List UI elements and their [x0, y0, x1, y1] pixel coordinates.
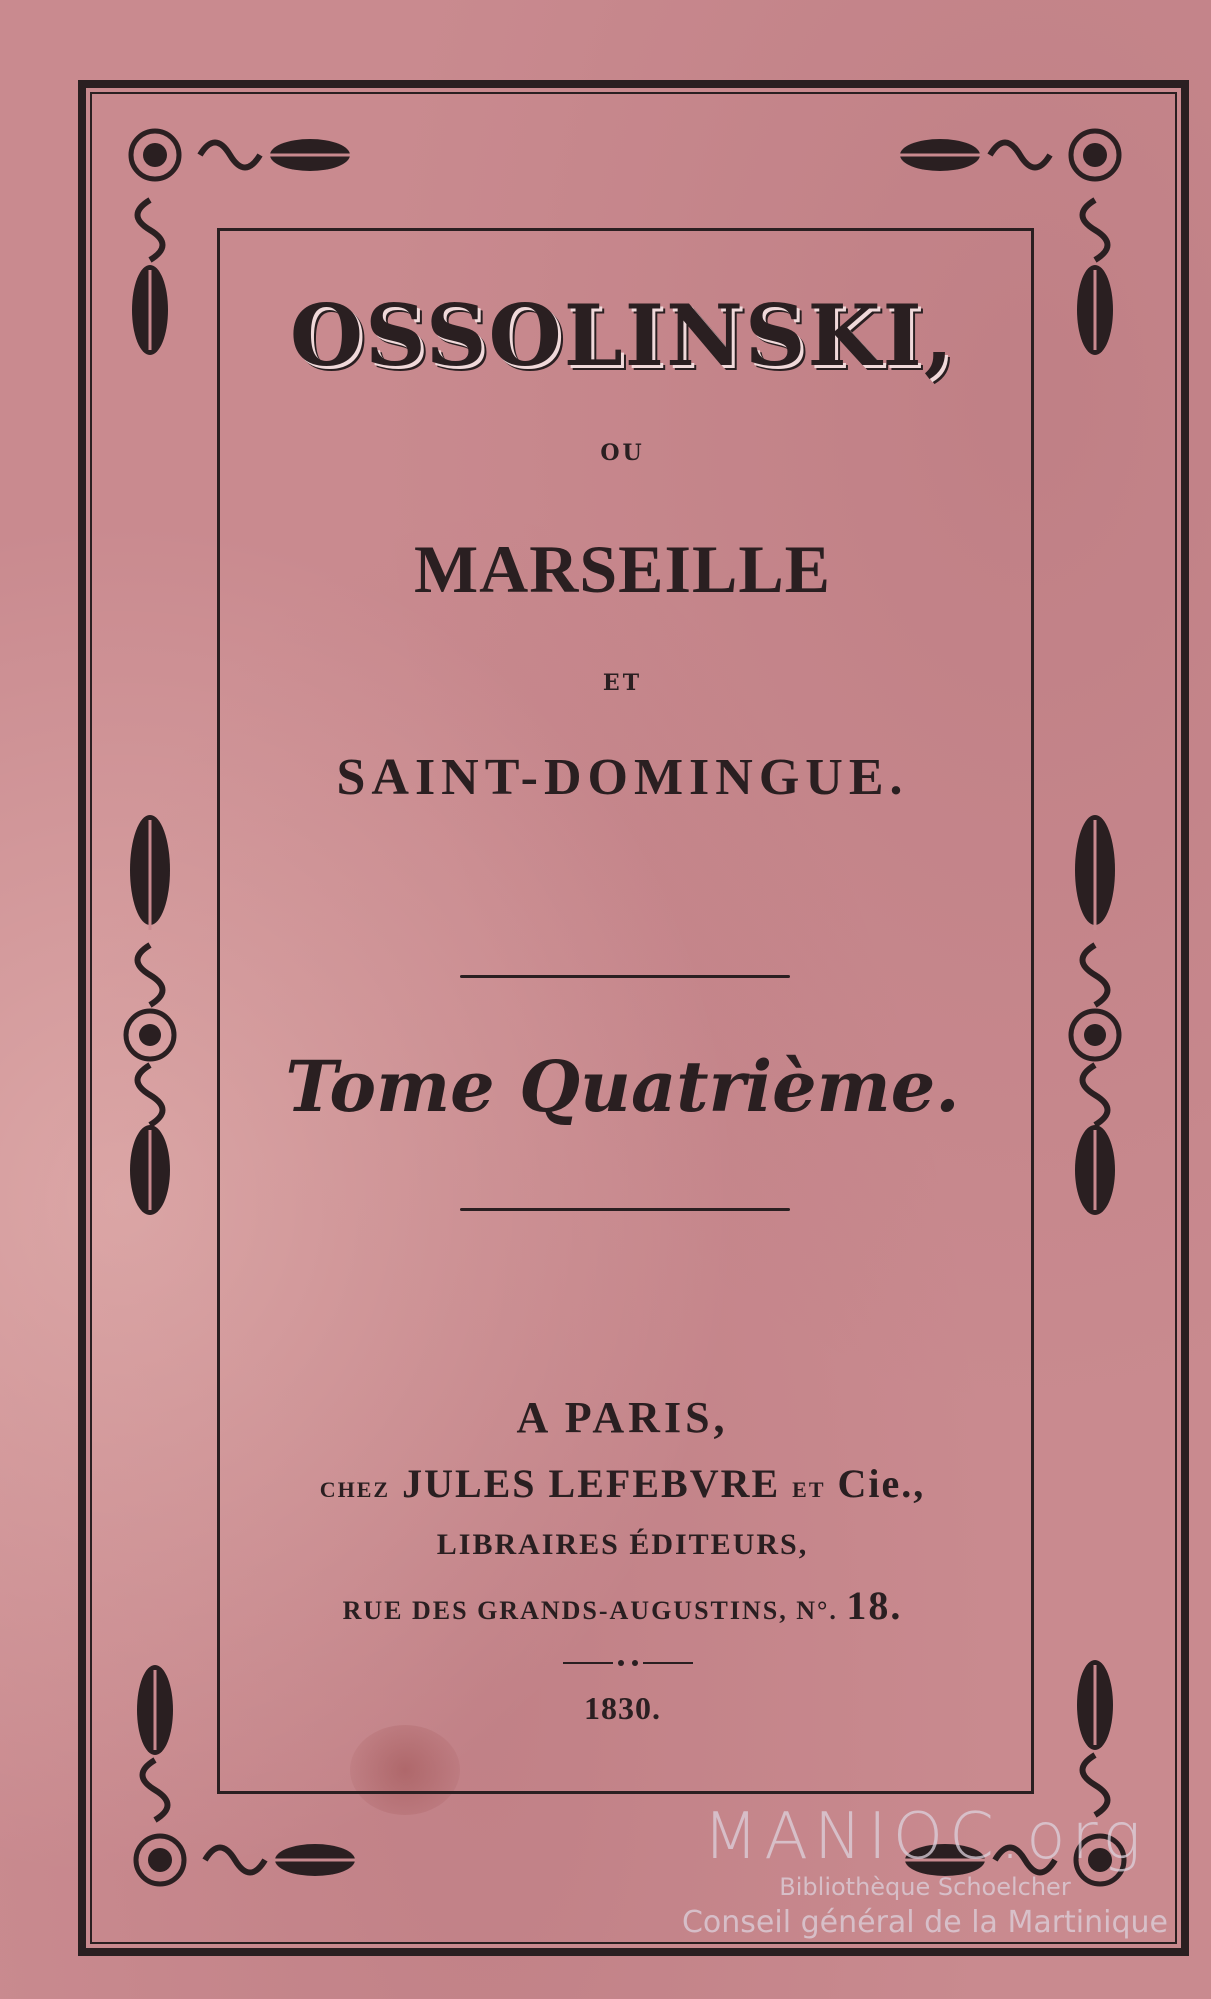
ornament-bottom-left-horizontal-icon — [125, 1830, 365, 1890]
imprint-street: RUE DES GRANDS-AUGUSTINS, N°. — [342, 1596, 838, 1625]
divider-top — [460, 975, 790, 978]
ornamental-rule-icon — [563, 1660, 693, 1666]
conjunction-et: ET — [602, 670, 643, 696]
imprint-chez: CHEZ — [319, 1477, 391, 1502]
ornament-top-left-horizontal-icon — [120, 125, 360, 185]
watermark-council: Conseil général de la Martinique — [681, 1905, 1169, 1940]
book-title: OSSOLINSKI, — [289, 286, 956, 385]
imprint-libraires: LIBRAIRES ÉDITEURS, — [436, 1528, 809, 1561]
volume-label: Tome Quatrième. — [285, 1045, 960, 1128]
subtitle-saint-domingue: SAINT-DOMINGUE. — [336, 749, 909, 806]
ornament-top-right-horizontal-icon — [890, 125, 1130, 185]
imprint-publisher-line — [217, 1460, 1028, 1507]
watermark-logo: MANIOC.org — [703, 1800, 1147, 1874]
ornament-bottom-left-vertical-icon — [125, 1655, 185, 1825]
ornament-top-right-vertical-icon — [1065, 195, 1125, 365]
ornament-top-left-vertical-icon — [120, 195, 180, 365]
imprint-cie: Cie., — [837, 1461, 926, 1506]
divider-bottom — [460, 1208, 790, 1211]
conjunction-ou: OU — [600, 440, 645, 466]
imprint-address-line — [217, 1582, 1028, 1629]
publication-year: 1830. — [584, 1690, 661, 1726]
ornament-bottom-right-vertical-icon — [1065, 1650, 1125, 1820]
imprint-publisher: JULES LEFEBVRE — [402, 1461, 781, 1506]
imprint-et: ET — [792, 1477, 826, 1502]
imprint-street-number: 18. — [846, 1583, 903, 1628]
ornament-left-middle-icon — [120, 800, 180, 1220]
subtitle-marseille: MARSEILLE — [413, 531, 832, 607]
imprint-city: A PARIS, — [516, 1393, 729, 1442]
ornament-right-middle-icon — [1065, 800, 1125, 1220]
watermark-library: Bibliothèque Schoelcher — [779, 1873, 1071, 1901]
